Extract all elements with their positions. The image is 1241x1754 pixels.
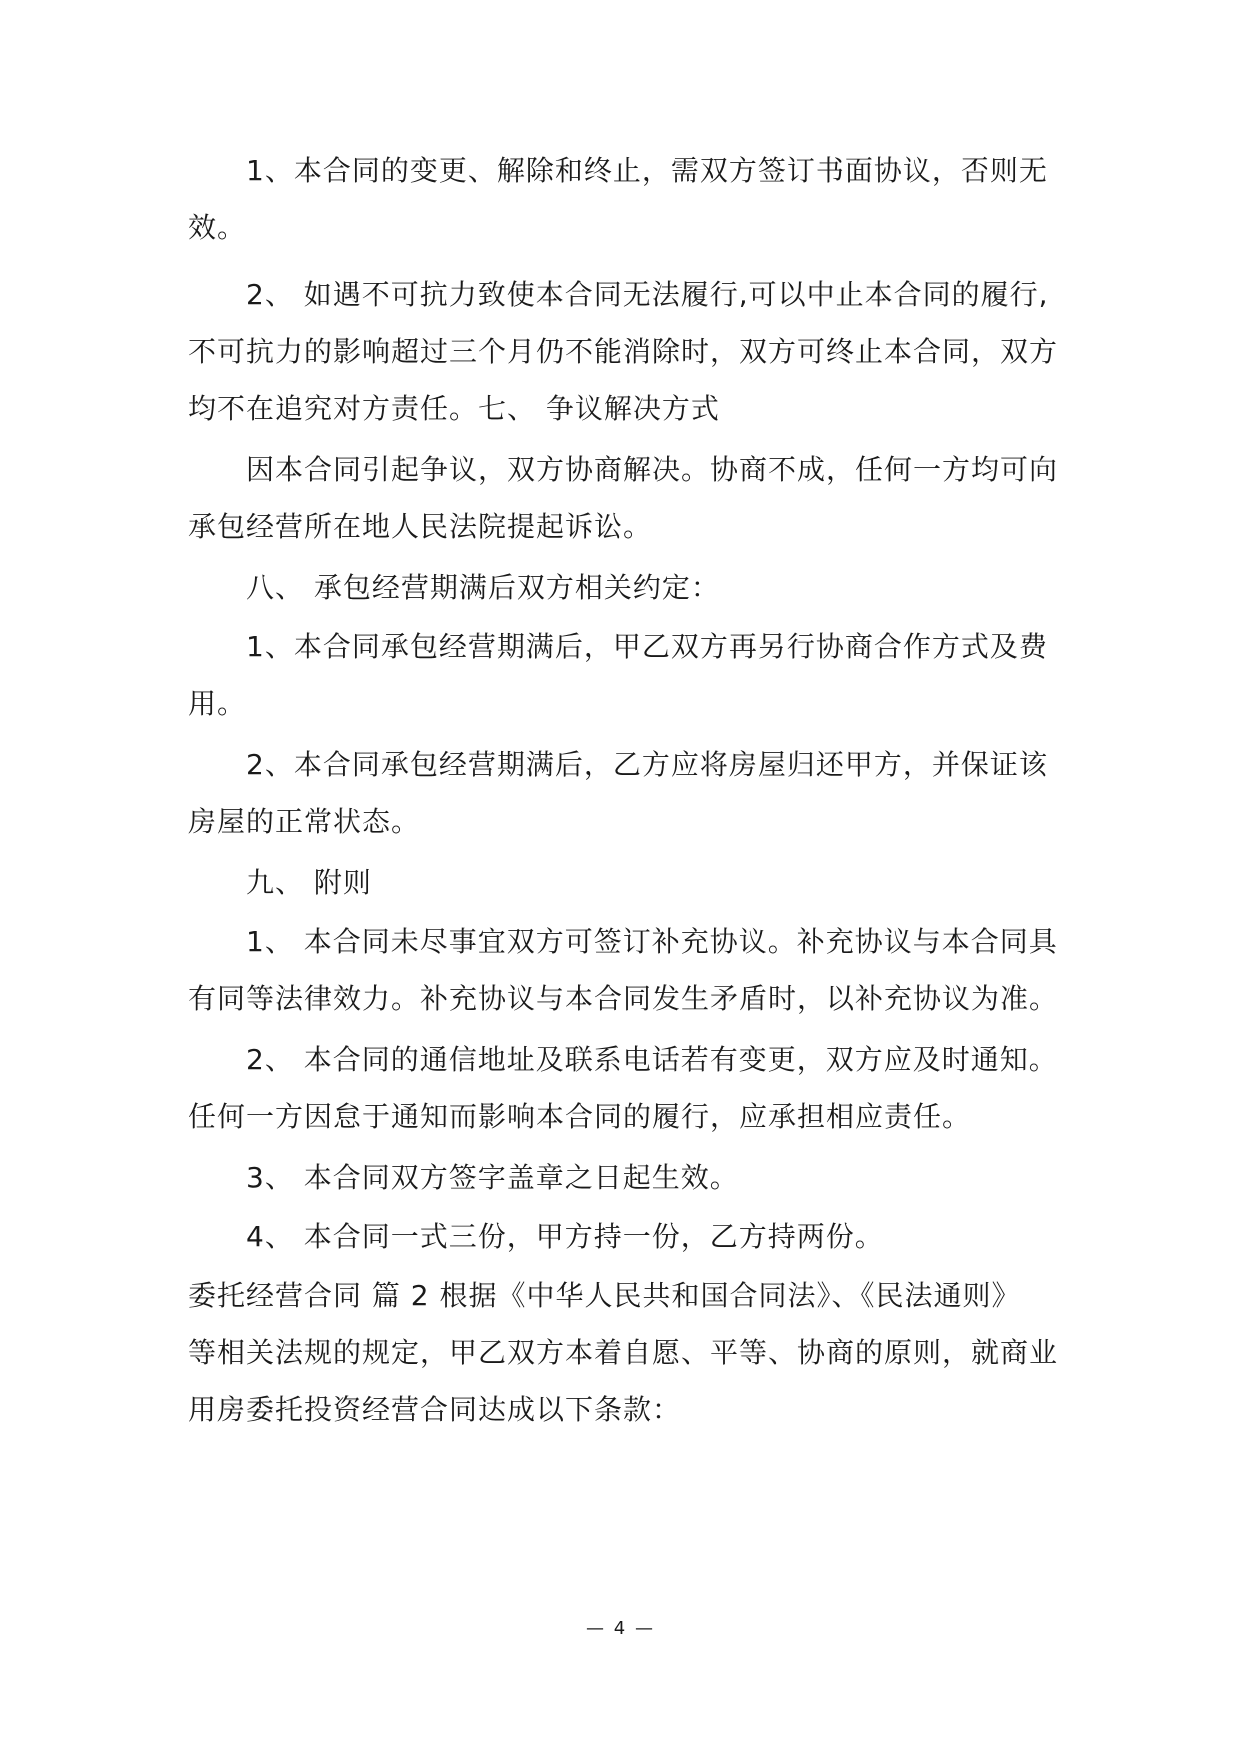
text-line: 3、 本合同双方签字盖章之日起生效。 bbox=[246, 1161, 739, 1194]
text-line: 2、 本合同的通信地址及联系电话若有变更，双方应及时通知。 bbox=[246, 1043, 1058, 1076]
text-line: 效。 bbox=[188, 211, 247, 244]
section-heading: 九、 附则 bbox=[246, 866, 372, 899]
text-line: 等相关法规的规定，甲乙双方本着自愿、平等、协商的原则，就商业 bbox=[188, 1336, 1059, 1369]
text-line: 2、 如遇不可抗力致使本合同无法履行,可以中止本合同的履行, bbox=[246, 278, 1049, 311]
text-line: 因本合同引起争议，双方协商解决。协商不成，任何一方均可向 bbox=[246, 453, 1059, 486]
text-line: 任何一方因怠于通知而影响本合同的履行，应承担相应责任。 bbox=[188, 1100, 972, 1133]
text-line: 均不在追究对方责任。七、 争议解决方式 bbox=[188, 392, 720, 425]
text-line: 承包经营所在地人民法院提起诉讼。 bbox=[188, 510, 653, 543]
text-line: 2、本合同承包经营期满后，乙方应将房屋归还甲方，并保证该 bbox=[246, 748, 1048, 781]
page-number: — 4 — bbox=[586, 1618, 655, 1639]
text-line: 1、本合同的变更、解除和终止，需双方签订书面协议，否则无 bbox=[246, 154, 1048, 187]
text-line: 用。 bbox=[188, 687, 247, 720]
text-line: 4、 本合同一式三份，甲方持一份，乙方持两份。 bbox=[246, 1220, 884, 1253]
text-line: 房屋的正常状态。 bbox=[188, 805, 421, 838]
text-line: 不可抗力的影响超过三个月仍不能消除时，双方可终止本合同，双方 bbox=[188, 335, 1059, 368]
text-line: 用房委托投资经营合同达成以下条款： bbox=[188, 1393, 682, 1426]
text-line: 1、本合同承包经营期满后，甲乙双方再另行协商合作方式及费 bbox=[246, 630, 1048, 663]
text-line: 委托经营合同 篇 2 根据《中华人民共和国合同法》、《民法通则》 bbox=[188, 1279, 1021, 1312]
text-line: 有同等法律效力。补充协议与本合同发生矛盾时，以补充协议为准。 bbox=[188, 982, 1059, 1015]
text-line: 1、 本合同未尽事宜双方可签订补充协议。补充协议与本合同具 bbox=[246, 925, 1058, 958]
section-heading: 八、 承包经营期满后双方相关约定： bbox=[246, 571, 720, 604]
